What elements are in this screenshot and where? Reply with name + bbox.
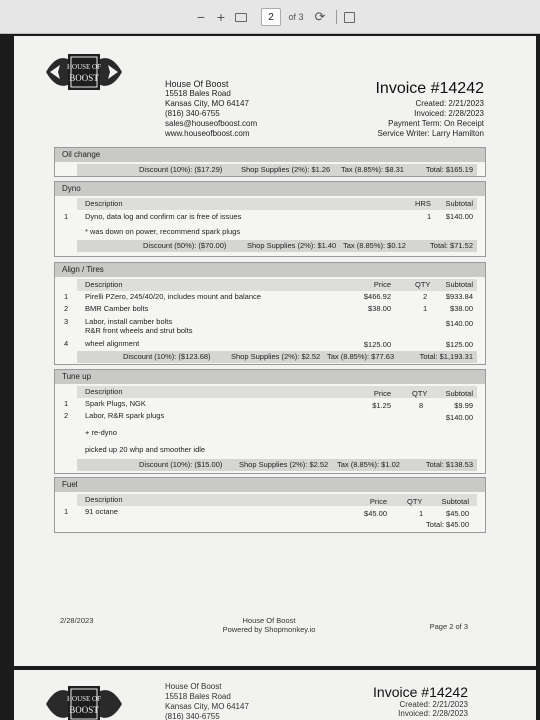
line-item-subtotal: $9.99 — [454, 401, 473, 410]
section-fuel — [54, 477, 486, 533]
company-phone: (816) 340-6755 — [165, 109, 220, 118]
line-item-number: 1 — [64, 399, 69, 408]
company-city: Kansas City, MO 64147 — [165, 99, 249, 108]
line-item-subtotal: $125.00 — [445, 340, 473, 349]
rotate-icon[interactable]: ⟳ — [314, 9, 326, 24]
line-item-description: 91 octane — [85, 507, 118, 516]
line-item-note: picked up 20 whp and smoother idle — [85, 445, 206, 454]
column-header-qty: QTY — [412, 389, 428, 398]
column-header-description: Description — [85, 387, 123, 396]
column-header-qty: QTY — [415, 280, 431, 289]
fit-page-icon[interactable] — [233, 8, 249, 26]
section-title: Tune up — [55, 370, 485, 384]
line-item-subtotal: $933.84 — [445, 292, 473, 301]
company-address: 15518 Bales Road — [165, 692, 231, 701]
section-dyno — [54, 181, 486, 257]
column-header-subtotal: Subtotal — [441, 497, 469, 506]
company-info — [165, 79, 257, 139]
invoice-invoiced: Invoiced: 2/28/2023 — [398, 709, 468, 718]
line-item-price: $1.25 — [372, 401, 391, 410]
company-city: Kansas City, MO 64147 — [165, 702, 249, 711]
house-of-boost-logo — [44, 48, 124, 96]
column-header-price: Price — [373, 389, 391, 398]
line-item-qty: 1 — [423, 304, 428, 313]
align-tax: Tax (8.85%): $77.63 — [327, 352, 395, 361]
align-total: Total: $1,193.31 — [419, 352, 473, 361]
column-header-hrs: HRS — [415, 199, 431, 208]
section-title: Dyno — [55, 182, 485, 196]
logo-text-top: HOUSE OF — [66, 63, 102, 71]
line-item-price: $38.00 — [368, 304, 391, 313]
column-header-description: Description — [85, 280, 123, 289]
invoice-invoiced: Invoiced: 2/28/2023 — [414, 109, 484, 118]
column-header-subtotal: Subtotal — [445, 389, 473, 398]
line-item-subtotal: $140.00 — [445, 319, 473, 328]
line-item-price: $466.92 — [363, 292, 391, 301]
dyno-shop-supplies: Shop Supplies (2%): $1.40 — [247, 241, 337, 250]
line-item-description: Pirelli PZero, 245/40/20, includes mount and balance — [85, 292, 261, 301]
column-header-price: Price — [373, 280, 391, 289]
oil-shop-supplies: Shop Supplies (2%): $1.26 — [241, 165, 331, 174]
footer-page-number: Page 2 of 3 — [429, 622, 468, 631]
invoice-created: Created: 2/21/2023 — [415, 99, 484, 108]
footer-date: 2/28/2023 — [60, 616, 94, 625]
line-item-number: 3 — [64, 317, 69, 326]
align-discount: Discount (10%): ($123.68) — [123, 352, 211, 361]
invoice-payment-term: Payment Term: On Receipt — [388, 119, 484, 128]
company-website: www.houseofboost.com — [165, 129, 250, 138]
svg-text:HOUSE OF: HOUSE OF — [66, 695, 102, 703]
section-tune-up — [54, 369, 486, 474]
footer-company — [220, 616, 318, 634]
line-item-number: 4 — [64, 339, 69, 348]
dyno-discount: Discount (50%): ($70.00) — [143, 241, 227, 250]
tune-total: Total: $138.53 — [425, 460, 473, 469]
invoice-title: Invoice #14242 — [373, 684, 468, 700]
tune-discount: Discount (10%): ($15.00) — [139, 460, 223, 469]
invoice-created: Created: 2/21/2023 — [399, 700, 468, 709]
svg-text:BOOST: BOOST — [69, 705, 99, 715]
column-header-description: Description — [85, 495, 123, 504]
view-mode-icon[interactable] — [341, 8, 357, 26]
column-header-price: Price — [369, 497, 387, 506]
line-item-number: 1 — [64, 212, 69, 221]
line-item-qty: 1 — [419, 509, 424, 518]
line-item-subtotal: $38.00 — [450, 304, 473, 313]
column-header-qty: QTY — [407, 497, 423, 506]
section-align-tires — [54, 262, 486, 365]
section-oil-change — [54, 147, 486, 177]
invoice-title: Invoice #14242 — [375, 80, 484, 97]
line-item-subtotal: $45.00 — [446, 509, 469, 518]
line-item-number: 2 — [64, 411, 69, 420]
column-header-subtotal: Subtotal — [445, 280, 473, 289]
line-item-number: 1 — [64, 292, 69, 301]
line-item-qty: 2 — [423, 292, 428, 301]
line-item-subtotal: $140.00 — [445, 212, 473, 221]
line-item-description: wheel alignment — [85, 339, 140, 348]
company-name: House Of Boost — [165, 79, 229, 89]
line-item-hrs: 1 — [427, 212, 432, 221]
invoice-header-next-page — [373, 684, 468, 718]
line-item-note: + re-dyno — [85, 428, 117, 437]
pdf-toolbar — [0, 0, 540, 34]
section-title: Oil change — [55, 148, 485, 162]
page-number-input[interactable]: 2 — [261, 8, 281, 26]
line-item-description: Labor, R&R spark plugs — [85, 411, 165, 420]
dyno-tax: Tax (8.85%): $0.12 — [343, 241, 406, 250]
column-header-description: Description — [85, 199, 123, 208]
line-item-description-continued: R&R front wheels and strut bolts — [85, 326, 193, 335]
section-title: Align / Tires — [55, 263, 485, 277]
line-item-subtotal: $140.00 — [445, 413, 473, 422]
invoice-header — [375, 80, 484, 139]
line-item-note: * was down on power, recommend spark plugs — [85, 227, 241, 236]
company-address: 15518 Bales Road — [165, 89, 231, 98]
footer-powered-by: Powered by Shopmonkey.io — [222, 625, 316, 634]
line-item-description: Labor, install camber bolts — [85, 317, 173, 326]
line-item-number: 2 — [64, 304, 69, 313]
page-count-label: of 3 — [288, 12, 304, 22]
footer-company-name: House Of Boost — [242, 616, 296, 625]
company-phone: (816) 340-6755 — [165, 712, 220, 720]
align-shop-supplies: Shop Supplies (2%): $2.52 — [231, 352, 321, 361]
section-title: Fuel — [55, 478, 485, 492]
company-name: House Of Boost — [165, 682, 222, 691]
oil-total: Total: $165.19 — [425, 165, 473, 174]
oil-discount: Discount (10%): ($17.29) — [139, 165, 223, 174]
line-item-price: $125.00 — [363, 340, 391, 349]
column-header-subtotal: Subtotal — [445, 199, 473, 208]
company-info-next-page — [165, 682, 249, 720]
invoice-service-writer: Service Writer: Larry Hamilton — [377, 129, 484, 138]
line-item-description: Dyno, data log and confirm car is free of issues — [85, 212, 242, 221]
company-email: sales@houseofboost.com — [165, 119, 258, 128]
dyno-total: Total: $71.52 — [430, 241, 473, 250]
line-item-description: BMR Camber bolts — [85, 304, 149, 313]
tune-shop-supplies: Shop Supplies (2%): $2.52 — [239, 460, 329, 469]
zoom-in-button[interactable]: + — [216, 9, 226, 25]
logo-text-bottom: BOOST — [69, 73, 99, 83]
line-item-price: $45.00 — [364, 509, 387, 518]
line-item-number: 1 — [64, 507, 69, 516]
toolbar-divider — [336, 10, 337, 24]
line-item-description: Spark Plugs, NGK — [85, 399, 146, 408]
line-item-qty: 8 — [419, 401, 424, 410]
oil-tax: Tax (8.85%): $8.31 — [341, 165, 404, 174]
fuel-total: Total: $45.00 — [426, 520, 469, 529]
tune-tax: Tax (8.85%): $1.02 — [337, 460, 400, 469]
zoom-out-button[interactable]: − — [196, 9, 206, 25]
house-of-boost-logo — [44, 680, 124, 720]
